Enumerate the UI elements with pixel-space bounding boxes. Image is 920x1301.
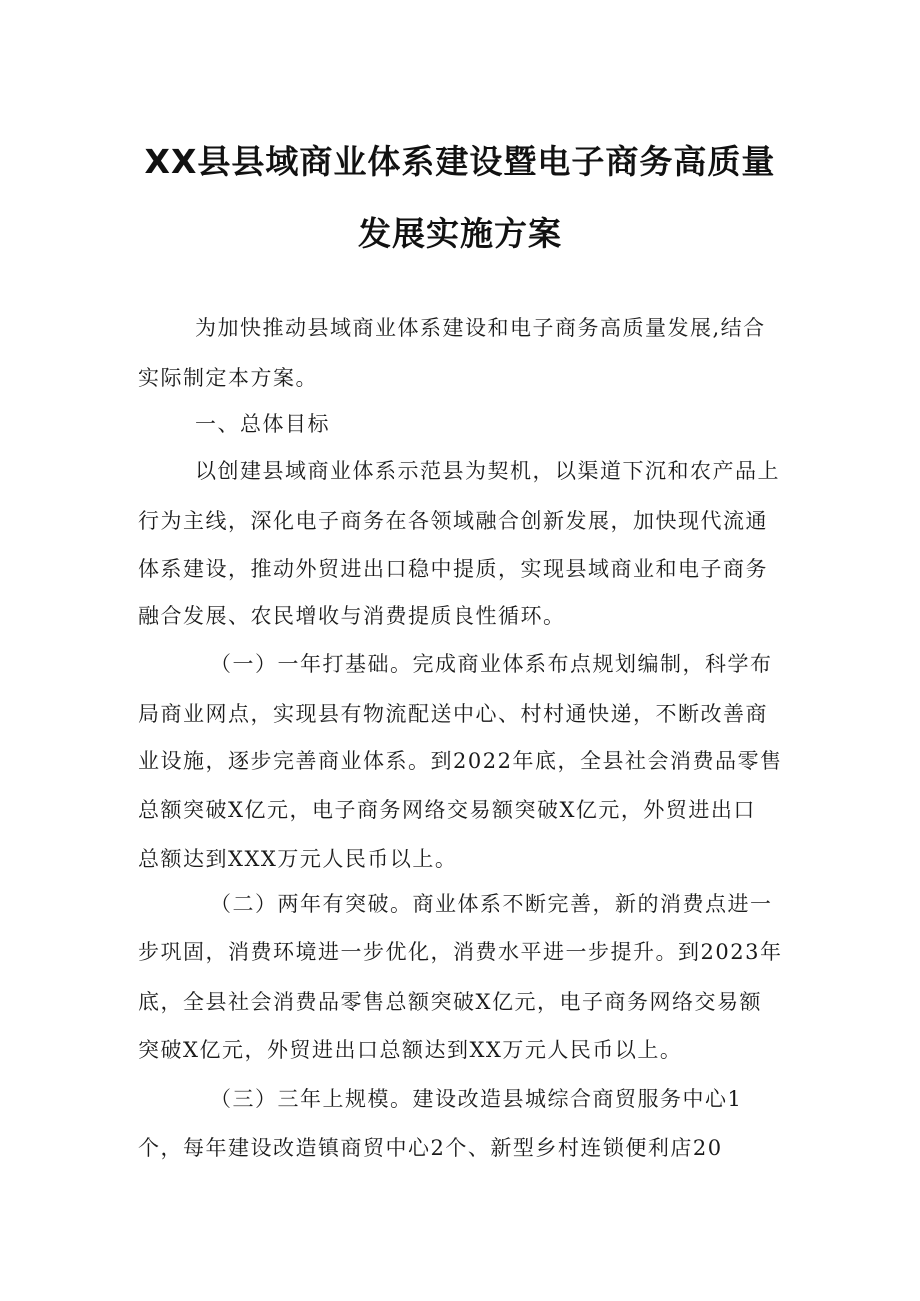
document-title-line-1: XX县县域商业体系建设暨电子商务高质量 xyxy=(144,142,776,181)
text-line: 以创建县域商业体系示范县为契机，以渠道下沉和农产品上 xyxy=(195,459,780,483)
section-heading: 一、总体目标 xyxy=(195,412,330,436)
text-line: （三）三年上规模。建设改造县城综合商贸服务中心1 xyxy=(210,1087,743,1111)
text-line: （一）一年打基础。完成商业体系布点规划编制，科学布 xyxy=(210,652,773,676)
text-line: 业设施，逐步完善商业体系。到2022年底，全县社会消费品零售 xyxy=(138,749,783,773)
text-line: 行为主线，深化电子商务在各领域融合创新发展，加快现代流通 xyxy=(138,509,768,533)
text-line: 总额突破X亿元，电子商务网络交易额突破X亿元，外贸进出口 xyxy=(138,798,756,822)
text-line: 局商业网点，实现县有物流配送中心、村村通快递，不断改善商 xyxy=(138,702,768,726)
text-line: 体系建设，推动外贸进出口稳中提质，实现县域商业和电子商务 xyxy=(138,557,768,581)
text-line: 实际制定本方案。 xyxy=(138,366,318,390)
text-line: 融合发展、农民增收与消费提质良性循环。 xyxy=(138,604,566,628)
text-line: 个，每年建设改造镇商贸中心2个、新型乡村连锁便利店20 xyxy=(138,1136,723,1160)
document-title-line-2: 发展实施方案 xyxy=(358,214,562,253)
text-line: 步巩固，消费环境进一步优化，消费水平进一步提升。到2023年 xyxy=(138,940,783,964)
text-line: 底，全县社会消费品零售总额突破X亿元，电子商务网络交易额 xyxy=(138,990,762,1014)
text-line: （二）两年有突破。商业体系不断完善，新的消费点进一 xyxy=(210,892,773,916)
text-line: 为加快推动县域商业体系建设和电子商务高质量发展,结合 xyxy=(195,316,766,340)
text-line: 总额达到XXX万元人民币以上。 xyxy=(138,847,458,871)
text-line: 突破X亿元，外贸进出口总额达到XX万元人民币以上。 xyxy=(138,1038,683,1062)
